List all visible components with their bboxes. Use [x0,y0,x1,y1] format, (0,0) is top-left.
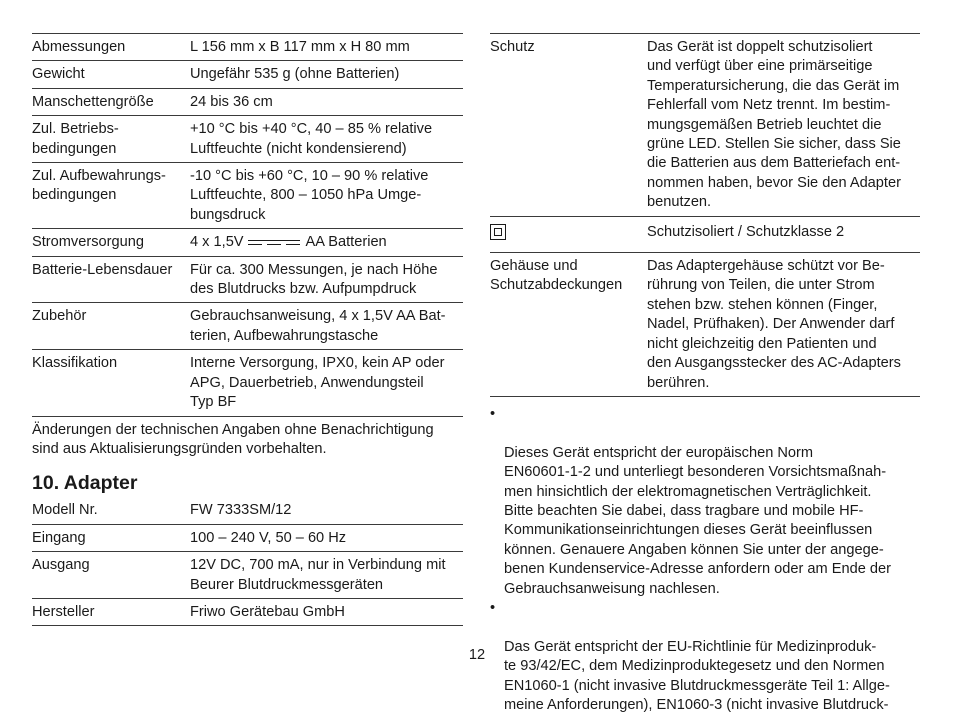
spec-value: Das Gerät ist doppelt schutzisoliert und verfügt über eine primärseitige Temperatursicherung, die das Gerät im Fehlerfall vom Netz trennt. Im bestim- mungsgemäßen Betrieb leuchtet die grüne LED. Stellen Sie sicher, dass Sie die Batterien aus dem Batteriefach ent- nommen haben, bevor Sie den Adapter benutzen. [647,39,901,211]
spec-label: Manschettengröße [32,93,154,110]
spec-value: 100 – 240 V, 50 – 60 Hz [190,529,347,546]
spec-value: FW 7333SM/12 [190,502,292,519]
bullet-text: Das Gerät entspricht der EU-Richtlinie für Medizinproduk- te 93/42/EC, dem Medizinproduktegesetz und den Normen EN1060-1 (nicht invasive Blutdruckmessgeräte Teil 1: Allge- meine Anforderungen), EN1060-3 (nicht invasive Blutdruck- [504,638,890,713]
power-supply-count: 4 x 1,5V [190,234,244,251]
spec-label [490,223,647,246]
spec-label: Stromversorgung [32,234,144,251]
spec-label: Zul. Betriebs- bedingungen [32,121,119,157]
spec-label: Zul. Aufbewahrungs- bedingungen [32,168,166,204]
left-column [32,33,463,626]
spec-value: Ungefähr 535 g (ohne Batterien) [190,66,400,83]
spec-row-classification [32,350,463,416]
protection-row-schutz [490,34,920,217]
spec-row-storage-conditions [32,163,463,229]
spec-value: 12V DC, 700 mA, nur in Verbindung mit Beurer Blutdruckmessgeräten [190,557,446,593]
spec-row-battery-life [32,257,463,304]
spec-value: Für ca. 300 Messungen, je nach Höhe des Blutdrucks bzw. Aufpumpdruck [190,261,438,298]
adapter-row-model [32,497,463,524]
technical-data-table [32,33,463,417]
spec-label: Hersteller [32,603,95,620]
spec-value: Schutzisoliert / Schutzklasse 2 [647,223,845,240]
spec-label: Batterie-Lebensdauer [32,261,173,278]
spec-row-operating-conditions [32,116,463,163]
page-number: 12 [468,647,486,663]
spec-label: Schutz [490,39,535,55]
spec-value: Gebrauchsanweisung, 4 x 1,5V AA Bat- terien, Aufbewahrungstasche [190,308,446,344]
spec-value: -10 °C bis +60 °C, 10 – 90 % relative Luftfeuchte, 800 – 1050 hPa Umge- bungsdruck [190,168,429,223]
spec-label: Gewicht [32,66,85,83]
section-heading-adapter: 10. Adapter [32,472,138,495]
protection-row-class [490,217,920,253]
spec-label: Modell Nr. [32,502,98,519]
spec-row-accessories [32,303,463,350]
protection-class-2-icon [490,224,506,240]
spec-value: Friwo Gerätebau GmbH [190,603,345,620]
power-supply-type: AA Batterien [305,234,387,251]
spec-label: Klassifikation [32,355,118,372]
spec-value: 24 bis 36 cm [190,93,273,110]
spec-label: Abmessungen [32,39,126,55]
bullet-item [490,405,920,599]
spec-value: +10 °C bis +40 °C, 40 – 85 % relative Luftfeuchte (nicht kondensierend) [190,121,433,157]
change-notice: Änderungen der technischen Angaben ohne Benachrichtigung sind aus Aktualisierungsgründen vorbehalten. [32,421,434,457]
spec-label: Ausgang [32,557,90,574]
compliance-notes [490,405,920,715]
adapter-row-manufacturer [32,599,463,626]
adapter-table [32,497,463,626]
bullet-dot: • [490,599,496,616]
spec-row-dimensions [32,34,463,61]
protection-row-housing [490,253,920,397]
spec-row-power-supply [32,229,463,256]
spec-row-weight [32,61,463,88]
bullet-dot: • [490,405,496,422]
spec-label: Eingang [32,529,86,546]
spec-value: Das Adaptergehäuse schützt vor Be- rührung von Teilen, die unter Strom stehen bzw. stehen können (Finger, Nadel, Prüfhaken). Der Anwender darf nicht gleichzeitig den Patienten und den Ausgangsstecker des AC-Adapters berühren. [647,258,901,391]
adapter-row-input [32,525,463,552]
spec-value: L 156 mm x B 117 mm x H 80 mm [190,39,410,55]
bullet-text: Dieses Gerät entspricht der europäischen Norm EN60601-1-2 und unterliegt besonderen Vorsichtsmaßnah- men hinsichtlich der elektromagnetischen Verträglichkeit. Bitte beachten Sie dabei, dass tragbare und mobile HF- Kommunikationseinrichtungen dieses Gerät beeinflussen können. Genauere Angaben können Sie unter der angege- benen Kundenservice-Adresse anfordern oder am Ende der Gebrauchsanweisung nachlesen. [504,444,891,597]
spec-row-cuff-size [32,89,463,116]
spec-value: Interne Versorgung, IPX0, kein AP oder APG, Dauerbetrieb, Anwendungsteil Typ BF [190,355,445,411]
spec-value [190,233,463,252]
spec-label: Zubehör [32,308,87,325]
direct-current-icon [246,233,302,252]
spec-label: Gehäuse und Schutzabdeckungen [490,258,623,294]
adapter-row-output [32,552,463,599]
adapter-protection-table [490,33,920,397]
right-column [490,33,920,715]
